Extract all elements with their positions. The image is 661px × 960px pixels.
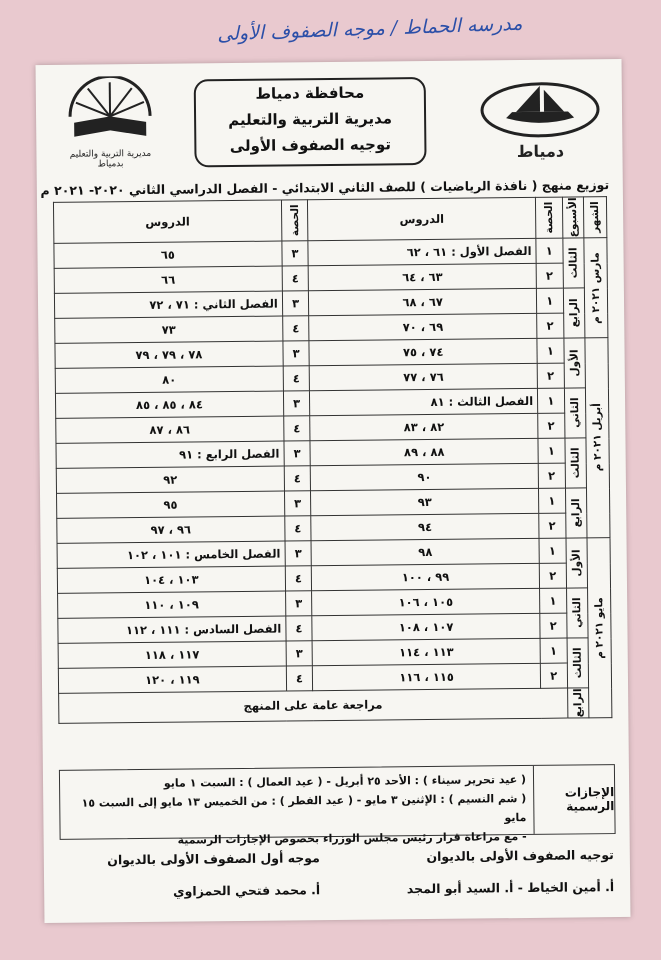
period-cell: ٣ — [282, 241, 309, 266]
lesson-cell: ٦٥ — [54, 241, 282, 268]
lesson-cell: ١٠٧ ، ١٠٨ — [312, 613, 540, 640]
period-cell: ١ — [540, 638, 567, 663]
lesson-cell: ٩٤ — [311, 513, 539, 540]
header-lessons-2: الدروس — [53, 200, 281, 243]
holidays-box — [59, 764, 616, 847]
period-cell: ٢ — [540, 663, 567, 688]
department-title: توجيه الصفوف الأولى — [229, 135, 392, 156]
handwritten-note: مدرسه الحماط / موجه الصفوف الأولى — [216, 12, 523, 46]
signature-title: توجيه الصفوف الأولى بالديوان — [426, 847, 614, 865]
period-cell: ٢ — [537, 313, 564, 338]
lesson-cell: ٩٢ — [56, 466, 284, 493]
period-cell: ٣ — [283, 341, 310, 366]
period-cell: ٣ — [284, 441, 311, 466]
lesson-cell: ١٠٩ ، ١١٠ — [58, 591, 286, 618]
lesson-cell: ١١٧ ، ١١٨ — [58, 641, 286, 668]
signature-title: موجه أول الصفوف الأولى بالديوان — [107, 850, 320, 868]
lesson-cell: ٧٣ — [55, 316, 283, 343]
period-cell: ٤ — [286, 666, 313, 691]
lesson-cell: ٩٦ ، ٩٧ — [57, 516, 285, 543]
week-cell: الرابع — [567, 688, 588, 718]
lesson-cell: الفصل الرابع : ٩١ — [56, 441, 284, 468]
week-cell: الأول — [563, 338, 585, 388]
signatures-footer — [60, 839, 615, 915]
document-header — [36, 59, 623, 177]
holidays-list — [66, 770, 527, 851]
period-cell: ٣ — [284, 491, 311, 516]
book-sun-icon — [60, 76, 161, 147]
lesson-cell: ٦٧ ، ٦٨ — [309, 288, 537, 315]
period-cell: ١ — [539, 488, 566, 513]
lesson-cell: ٦٦ — [54, 266, 282, 293]
month-cell: مايو ٢٠٢١ م — [587, 538, 612, 718]
lesson-cell: ٩٠ — [310, 463, 538, 490]
lesson-cell: ٨٦ ، ٨٧ — [56, 416, 284, 443]
period-cell: ٤ — [284, 466, 311, 491]
lesson-cell: ٩٣ — [311, 488, 539, 515]
holiday-line: - مع مراعاة قرار رئيس مجلس الوزراء بخصوص الإجازات الرسمية — [177, 829, 527, 847]
lesson-cell: ٩٥ — [57, 491, 285, 518]
week-cell: الرابع — [565, 488, 587, 538]
table-header-row — [53, 197, 606, 244]
period-cell: ٣ — [286, 641, 313, 666]
period-cell: ٢ — [539, 513, 566, 538]
lesson-cell: الفصل الثاني : ٧١ ، ٧٢ — [54, 291, 282, 318]
week-cell: الثالث — [564, 438, 586, 488]
lesson-cell: الفصل الخامس : ١٠١ ، ١٠٢ — [57, 541, 285, 568]
period-cell: ٢ — [537, 363, 564, 388]
lesson-cell: ٨٨ ، ٨٩ — [310, 438, 538, 465]
logo-city-name: دمياط — [516, 141, 565, 162]
table-row — [59, 688, 612, 724]
week-cell: الرابع — [563, 288, 585, 338]
lesson-cell: الفصل الأول : ٦١ ، ٦٢ — [308, 238, 536, 265]
education-logo — [56, 76, 165, 169]
period-cell: ٢ — [538, 413, 565, 438]
lesson-cell: ٩٨ — [311, 538, 539, 565]
holidays-label: الإجازات الرسمية — [533, 765, 615, 834]
period-cell: ١ — [538, 438, 565, 463]
damietta-logo — [476, 77, 605, 160]
week-cell: الأول — [566, 538, 588, 588]
governorate-title: محافظة دمياط — [255, 83, 365, 103]
period-cell: ١ — [536, 288, 563, 313]
logo-caption: مديرية التربية والتعليم بدمياط — [69, 148, 152, 170]
period-cell: ٤ — [283, 416, 310, 441]
lesson-cell: ١٠٣ ، ١٠٤ — [57, 566, 285, 593]
lesson-cell: ١١٣ ، ١١٤ — [312, 638, 540, 665]
lesson-cell: ٨٢ ، ٨٣ — [310, 413, 538, 440]
header-lessons: الدروس — [308, 197, 536, 240]
review-cell: مراجعة عامة على المنهج — [59, 688, 568, 723]
curriculum-table — [53, 196, 612, 724]
period-cell: ٤ — [285, 516, 312, 541]
header-period: الحصة — [535, 197, 562, 238]
period-cell: ٤ — [282, 266, 309, 291]
period-cell: ١ — [537, 388, 564, 413]
header-week: الأسبوع — [562, 197, 584, 238]
lesson-cell: ٧٨ ، ٧٩ ، ٧٩ — [55, 341, 283, 368]
period-cell: ٢ — [536, 263, 563, 288]
lesson-cell: ٧٦ ، ٧٧ — [309, 363, 537, 390]
period-cell: ١ — [540, 588, 567, 613]
title-box — [194, 77, 427, 167]
signature-names: أ. محمد فتحي الحمزاوي — [173, 882, 321, 899]
lesson-cell: ٩٩ ، ١٠٠ — [312, 563, 540, 590]
lesson-cell: ١١٥ ، ١١٦ — [313, 663, 541, 690]
lesson-cell: ١٠٥ ، ١٠٦ — [312, 588, 540, 615]
period-cell: ٣ — [285, 591, 312, 616]
holiday-line: ( عيد تحرير سيناء ) : الأحد ٢٥ أبريل - ( عيد العمال ) : السبت ١ مايو — [163, 772, 527, 790]
period-cell: ١ — [539, 538, 566, 563]
period-cell: ٣ — [285, 541, 312, 566]
header-period-2: الحصة — [281, 200, 308, 241]
week-cell: الثالث — [562, 238, 584, 288]
lesson-cell: ٨٠ — [55, 366, 283, 393]
period-cell: ٣ — [282, 291, 309, 316]
period-cell: ٢ — [538, 463, 565, 488]
month-cell: مارس ٢٠٢١ م — [584, 238, 608, 338]
document-sheet — [36, 59, 631, 923]
week-cell: الثالث — [567, 638, 589, 688]
month-cell: أبريل ٢٠٢١ م — [585, 338, 610, 538]
period-cell: ٢ — [540, 613, 567, 638]
boat-icon — [476, 77, 605, 138]
period-cell: ١ — [536, 238, 563, 263]
period-cell: ٤ — [283, 366, 310, 391]
period-cell: ١ — [537, 338, 564, 363]
lesson-cell: ٦٩ ، ٧٠ — [309, 313, 537, 340]
period-cell: ٤ — [286, 616, 313, 641]
period-cell: ٤ — [285, 566, 312, 591]
signature-names: أ. أمين الخياط - أ. السيد أبو المجد — [406, 879, 615, 897]
period-cell: ٤ — [282, 316, 309, 341]
lesson-cell: ١١٩ ، ١٢٠ — [58, 666, 286, 693]
lesson-cell: ٦٣ ، ٦٤ — [308, 263, 536, 290]
signature-block-right — [364, 839, 615, 906]
signature-block-left — [70, 842, 321, 909]
week-cell: الثاني — [566, 588, 588, 638]
lesson-cell: الفصل الثالث : ٨١ — [310, 388, 538, 415]
lesson-cell: ٧٤ ، ٧٥ — [309, 338, 537, 365]
week-cell: الثاني — [564, 388, 586, 438]
period-cell: ٢ — [539, 563, 566, 588]
holiday-line: ( شم النسيم ) : الإثنين ٣ مايو - ( عيد الفطر ) : من الخميس ١٣ مايو إلى السبت ١٥ مايو — [81, 791, 527, 825]
period-cell: ٣ — [283, 391, 310, 416]
document-subtitle: توزيع منهج ( نافذة الرياضيات ) للصف الثاني الابتدائي - الفصل الدراسي الثاني ٢٠٢٠- ٢٠٢١ م — [40, 177, 610, 199]
directorate-title: مديرية التربية والتعليم — [228, 109, 393, 130]
header-month: الشهر — [583, 197, 607, 238]
lesson-cell: ٨٤ ، ٨٥ ، ٨٥ — [55, 391, 283, 418]
lesson-cell: الفصل السادس : ١١١ ، ١١٢ — [58, 616, 286, 643]
